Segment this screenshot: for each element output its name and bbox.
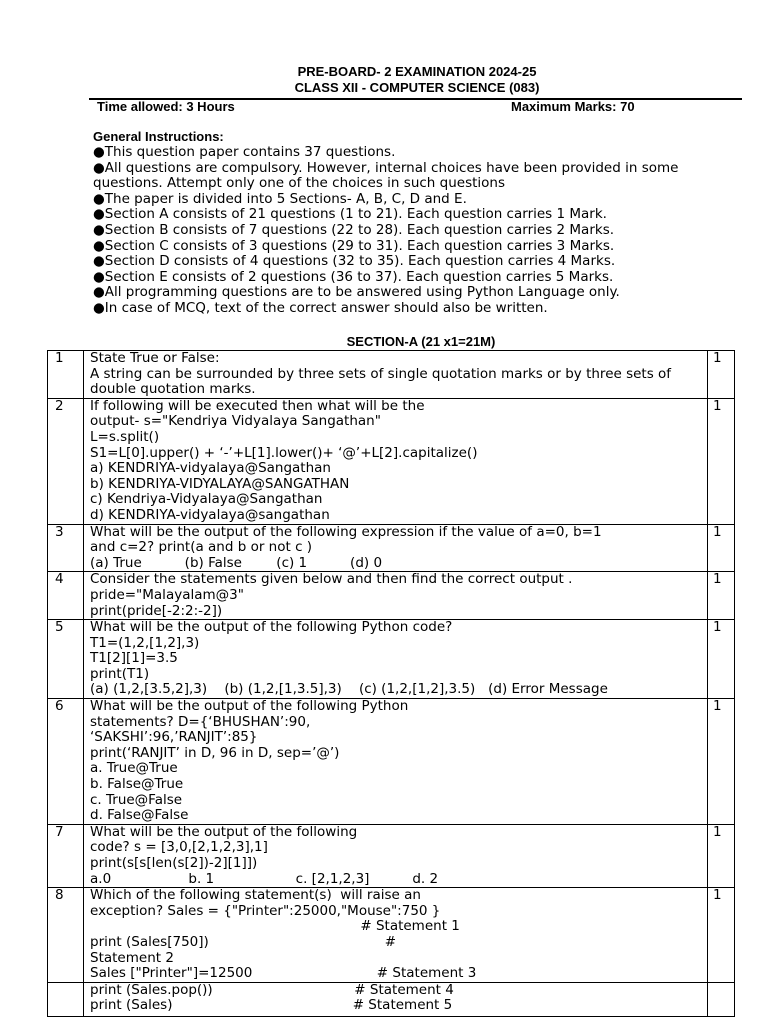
question-line: Consider the statements given below and then find the correct output . bbox=[90, 571, 573, 588]
question-line: (a) True (b) False (c) 1 (d) 0 bbox=[90, 554, 383, 571]
general-instructions-heading: General Instructions: bbox=[93, 129, 224, 144]
header-divider bbox=[89, 98, 742, 100]
question-line: ‘SAKSHI’:96,’RANJIT’:85} bbox=[90, 729, 258, 746]
question-line: What will be the output of the following expression if the value of a=0, b=1 bbox=[90, 523, 602, 540]
questions-table bbox=[47, 350, 735, 1017]
question-line: pride="Malayalam@3" bbox=[90, 586, 244, 603]
general-instructions-list bbox=[93, 145, 683, 317]
question-line: d) KENDRIYA-vidyalaya@sangathan bbox=[90, 506, 330, 523]
question-number: 6 bbox=[48, 699, 84, 825]
question-line: exception? Sales = {"Printer":25000,"Mouse":750 } bbox=[90, 902, 441, 919]
question-text bbox=[84, 620, 708, 699]
instruction-item: ●All programming questions are to be answered using Python Language only. bbox=[93, 284, 620, 301]
question-row bbox=[48, 824, 735, 887]
question-line: A string can be surrounded by three sets of single quotation marks or by three sets of bbox=[90, 365, 672, 382]
question-text bbox=[84, 699, 708, 825]
question-text bbox=[84, 572, 708, 620]
question-row bbox=[48, 572, 735, 620]
question-line: State True or False: bbox=[90, 350, 220, 366]
question-line: b) KENDRIYA-VIDYALAYA@SANGATHAN bbox=[90, 475, 350, 492]
question-line: a. True@True bbox=[90, 760, 178, 777]
question-line: a) KENDRIYA-vidyalaya@Sangathan bbox=[90, 460, 331, 477]
question-marks: 1 bbox=[708, 572, 735, 620]
question-line: Which of the following statement(s) will raise an bbox=[90, 887, 421, 904]
question-line: print(pride[-2:2:-2]) bbox=[90, 602, 223, 619]
question-number: 7 bbox=[48, 824, 84, 887]
question-line: L=s.split() bbox=[90, 428, 160, 445]
question-line: code? s = [3,0,[2,1,2,3],1] bbox=[90, 839, 268, 856]
question-number bbox=[48, 982, 84, 1016]
question-line: and c=2? print(a and b or not c ) bbox=[90, 539, 313, 556]
question-marks: 1 bbox=[708, 888, 735, 983]
instruction-item: ●Section E consists of 2 questions (36 to 37). Each question carries 5 Marks. bbox=[93, 268, 614, 285]
question-line: T1[2][1]=3.5 bbox=[90, 650, 178, 667]
question-line: double quotation marks. bbox=[90, 381, 256, 398]
question-row bbox=[48, 351, 735, 399]
question-number: 5 bbox=[48, 620, 84, 699]
question-line: What will be the output of the following Python code? bbox=[90, 619, 453, 636]
question-number: 1 bbox=[48, 351, 84, 399]
question-marks: 1 bbox=[708, 699, 735, 825]
question-line: T1=(1,2,[1,2],3) bbox=[90, 634, 200, 651]
question-number: 8 bbox=[48, 888, 84, 983]
question-row bbox=[48, 398, 735, 524]
instruction-item: ●Section D consists of 4 questions (32 to 35). Each question carries 4 Marks. bbox=[93, 253, 616, 270]
question-line: print(‘RANJIT’ in D, 96 in D, sep=’@’) bbox=[90, 744, 340, 761]
question-number: 3 bbox=[48, 524, 84, 572]
question-line: Statement 2 bbox=[90, 949, 174, 966]
question-line: print (Sales.pop()) # Statement 4 bbox=[90, 981, 454, 998]
question-number: 4 bbox=[48, 572, 84, 620]
question-row bbox=[48, 620, 735, 699]
question-text bbox=[84, 524, 708, 572]
question-row bbox=[48, 888, 735, 983]
question-line: d. False@False bbox=[90, 807, 189, 824]
question-line: If following will be executed then what will be the bbox=[90, 397, 425, 414]
maximum-marks: Maximum Marks: 70 bbox=[511, 99, 635, 114]
instruction-item: ●All questions are compulsory. However, internal choices have been provided in some questions. Attempt only one of the choices in such questions bbox=[93, 159, 679, 192]
section-a-heading: SECTION-A (21 x1=21M) bbox=[346, 334, 496, 349]
question-line: What will be the output of the following Python bbox=[90, 698, 409, 715]
question-text bbox=[84, 351, 708, 399]
question-text bbox=[84, 888, 708, 983]
instruction-item: ●This question paper contains 37 questions. bbox=[93, 144, 396, 160]
question-number: 2 bbox=[48, 398, 84, 524]
question-text bbox=[84, 398, 708, 524]
question-line: a.0 b. 1 c. [2,1,2,3] d. 2 bbox=[90, 870, 439, 887]
question-marks: 1 bbox=[708, 620, 735, 699]
question-marks: 1 bbox=[708, 824, 735, 887]
question-marks: 1 bbox=[708, 398, 735, 524]
question-line: c. True@False bbox=[90, 791, 183, 808]
question-text bbox=[84, 982, 708, 1016]
question-line: # Statement 1 bbox=[90, 918, 460, 935]
question-line: output- s="Kendriya Vidyalaya Sangathan" bbox=[90, 413, 381, 430]
question-row bbox=[48, 524, 735, 572]
question-line: What will be the output of the following bbox=[90, 823, 358, 840]
question-line: c) Kendriya-Vidyalaya@Sangathan bbox=[90, 491, 323, 508]
question-line: S1=L[0].upper() + ‘-’+L[1].lower()+ ‘@’+L[2].capitalize() bbox=[90, 444, 478, 461]
instruction-item: ●In case of MCQ, text of the correct answer should also be written. bbox=[93, 299, 548, 316]
question-line: statements? D={‘BHUSHAN’:90, bbox=[90, 713, 311, 730]
instruction-item: ●The paper is divided into 5 Sections- A, B, C, D and E. bbox=[93, 190, 467, 207]
question-marks: 1 bbox=[708, 524, 735, 572]
question-row bbox=[48, 982, 735, 1016]
question-marks bbox=[708, 982, 735, 1016]
exam-class-subject: CLASS XII - COMPUTER SCIENCE (083) bbox=[294, 80, 540, 95]
instruction-item: ●Section B consists of 7 questions (22 to 28). Each question carries 2 Marks. bbox=[93, 221, 615, 238]
instruction-item: ●Section C consists of 3 questions (29 to 31). Each question carries 3 Marks. bbox=[93, 237, 615, 254]
question-marks: 1 bbox=[708, 351, 735, 399]
question-line: print(s[s[len(s[2])-2][1]]) bbox=[90, 855, 258, 871]
question-line: Sales ["Printer"]=12500 # Statement 3 bbox=[90, 965, 477, 982]
time-allowed: Time allowed: 3 Hours bbox=[97, 99, 235, 114]
questions-table-body bbox=[48, 351, 735, 1017]
exam-title: PRE-BOARD- 2 EXAMINATION 2024-25 bbox=[297, 64, 537, 79]
question-row bbox=[48, 699, 735, 825]
question-line: print(T1) bbox=[90, 665, 150, 682]
instruction-item: ●Section A consists of 21 questions (1 to 21). Each question carries 1 Mark. bbox=[93, 206, 607, 223]
question-text bbox=[84, 824, 708, 887]
question-line: print (Sales) # Statement 5 bbox=[90, 997, 453, 1014]
question-line: b. False@True bbox=[90, 776, 184, 793]
question-line: print (Sales[750]) # bbox=[90, 933, 397, 950]
question-line: (a) (1,2,[3.5,2],3) (b) (1,2,[1,3.5],3) (c) (1,2,[1,2],3.5) (d) Error Message bbox=[90, 681, 608, 698]
